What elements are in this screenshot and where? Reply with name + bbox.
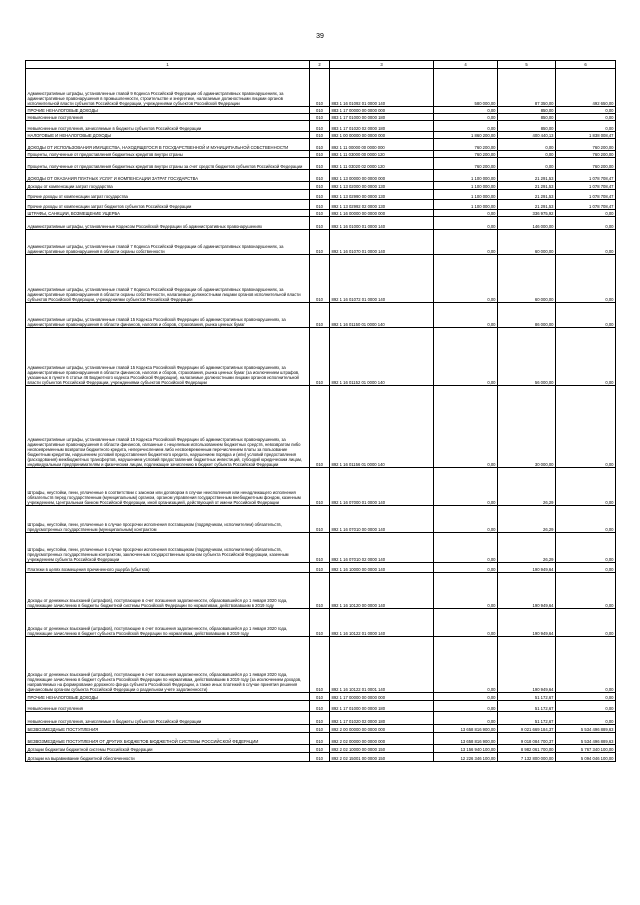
table-row <box>26 745 616 753</box>
row-code-cell: 010 <box>310 255 330 303</box>
row-name-cell: ПРОЧИЕ НЕНАЛОГОВЫЕ ДОХОДЫ <box>26 107 310 114</box>
row-rest-cell: 0,00 <box>556 328 616 386</box>
table-row <box>26 506 616 533</box>
row-rest-cell: 760 200,00 <box>556 139 616 151</box>
row-name-cell: Доходы от денежных взысканий (штрафов), поступающие в счет погашения задолженности, образовавшейся до 1 января 2020 года, подлежащие зачислению в бюджеты бюджетной системы Российской Федерации по нормативам, действовавшим в 2019 году <box>26 573 310 609</box>
row-kbk-cell: 892 1 16 10120 00 0000 140 <box>330 573 434 609</box>
row-exec-cell: 86 000,00 <box>498 303 556 328</box>
row-code-cell: 010 <box>310 230 330 255</box>
row-exec-cell: 51 172,67 <box>498 693 556 701</box>
row-name-cell: НАЛОГОВЫЕ И НЕНАЛОГОВЫЕ ДОХОДЫ <box>26 132 310 139</box>
row-plan-cell: 0,00 <box>434 121 498 132</box>
row-exec-cell: 60 000,00 <box>498 255 556 303</box>
row-exec-cell: 850,00 <box>498 121 556 132</box>
row-rest-cell: 0,00 <box>556 303 616 328</box>
table-row <box>26 69 616 107</box>
row-rest-cell: 5 094 046 100,00 <box>556 753 616 762</box>
row-code-cell: 010 <box>310 121 330 132</box>
table-row <box>26 230 616 255</box>
row-rest-cell: 0,00 <box>556 573 616 609</box>
row-exec-cell: 146 000,00 <box>498 217 556 230</box>
row-exec-cell: 21 291,53 <box>498 182 556 190</box>
row-name-cell: Прочие доходы от компенсации затрат бюджетов субъектов Российской Федерации <box>26 200 310 210</box>
row-code-cell: 010 <box>310 190 330 200</box>
row-code-cell: 010 <box>310 725 330 733</box>
table-row <box>26 121 616 132</box>
row-plan-cell: 0,00 <box>434 712 498 725</box>
row-plan-cell: 0,00 <box>434 114 498 121</box>
row-name-cell: Доходы от денежных взысканий (штрафов), поступающие в счет погашения задолженности, образовавшейся до 1 января 2020 года, подлежащие зачислению в бюджет субъекта Российской Федерации по нормативам, действовавшим в 2019 году <box>26 609 310 637</box>
row-name-cell: Штрафы, неустойки, пени, уплаченные в случае просрочки исполнения поставщиком (подрядчиком, исполнителем) обязательств, предусмотренных государственным (муниципальным) контрактом <box>26 506 310 533</box>
table-row <box>26 132 616 139</box>
table-row <box>26 158 616 170</box>
row-plan-cell: 0,00 <box>434 693 498 701</box>
row-rest-cell: 0,00 <box>556 712 616 725</box>
row-rest-cell: 0,00 <box>556 217 616 230</box>
row-plan-cell: 0,00 <box>434 210 498 217</box>
row-rest-cell: 0,00 <box>556 506 616 533</box>
row-rest-cell: 5 534 496 889,63 <box>556 725 616 733</box>
table-row <box>26 701 616 712</box>
row-plan-cell: 0,00 <box>434 506 498 533</box>
row-code-cell: 010 <box>310 533 330 563</box>
page-number: 39 <box>316 33 324 40</box>
row-code-cell: 010 <box>310 573 330 609</box>
row-code-cell: 010 <box>310 303 330 328</box>
row-exec-cell: 51 172,67 <box>498 712 556 725</box>
row-plan-cell: 0,00 <box>434 563 498 573</box>
table-row <box>26 170 616 182</box>
row-plan-cell: 1 100 000,00 <box>434 170 498 182</box>
row-name-cell: Невыясненные поступления <box>26 114 310 121</box>
row-kbk-cell: 892 1 16 07010 00 0000 140 <box>330 506 434 533</box>
table-row <box>26 303 616 328</box>
row-exec-cell: 7 132 800 000,00 <box>498 753 556 762</box>
row-kbk-cell: 892 1 13 00000 00 0000 000 <box>330 170 434 182</box>
row-plan-cell: 580 000,00 <box>434 69 498 107</box>
row-kbk-cell: 892 1 16 01156 01 0000 140 <box>330 386 434 468</box>
row-name-cell: Административные штрафы, установленные Кодексом Российской Федерации об административных правонарушениях <box>26 217 310 230</box>
table-row <box>26 609 616 637</box>
header-row <box>26 61 616 69</box>
row-name-cell: Прочие доходы от компенсации затрат государства <box>26 190 310 200</box>
row-kbk-cell: 892 1 16 01070 01 0000 140 <box>330 230 434 255</box>
row-rest-cell: 1 078 708,47 <box>556 190 616 200</box>
row-exec-cell: 26,29 <box>498 468 556 506</box>
row-exec-cell: 190 949,64 <box>498 609 556 637</box>
header-col-1: 1 <box>26 61 310 69</box>
row-name-cell: ДОХОДЫ ОТ ОКАЗАНИЯ ПЛАТНЫХ УСЛУГ И КОМПЕНСАЦИИ ЗАТРАТ ГОСУДАРСТВА <box>26 170 310 182</box>
row-name-cell: Доходы от компенсации затрат государства <box>26 182 310 190</box>
table-row <box>26 200 616 210</box>
row-code-cell: 010 <box>310 609 330 637</box>
row-kbk-cell: 892 1 13 02990 00 0000 130 <box>330 190 434 200</box>
report-body <box>26 69 616 762</box>
row-code-cell: 010 <box>310 386 330 468</box>
row-code-cell: 010 <box>310 506 330 533</box>
header-col-4: 4 <box>434 61 498 69</box>
row-plan-cell: 0,00 <box>434 230 498 255</box>
row-code-cell: 010 <box>310 468 330 506</box>
row-name-cell: БЕЗВОЗМЕЗДНЫЕ ПОСТУПЛЕНИЯ ОТ ДРУГИХ БЮДЖЕТОВ БЮДЖЕТНОЙ СИСТЕМЫ РОССИЙСКОЙ ФЕДЕРАЦИИ <box>26 733 310 745</box>
row-exec-cell: 190 949,64 <box>498 563 556 573</box>
row-exec-cell: 0,00 <box>498 151 556 158</box>
row-code-cell: 010 <box>310 151 330 158</box>
row-code-cell: 010 <box>310 158 330 170</box>
row-kbk-cell: 883 1 17 01020 02 0000 180 <box>330 121 434 132</box>
table-row <box>26 573 616 609</box>
row-name-cell: Дотации на выравнивание бюджетной обеспеченности <box>26 753 310 762</box>
header-col-3: 3 <box>330 61 434 69</box>
row-plan-cell: 0,00 <box>434 609 498 637</box>
row-code-cell: 010 <box>310 637 330 693</box>
table-row <box>26 210 616 217</box>
row-rest-cell: 0,00 <box>556 255 616 303</box>
table-row <box>26 533 616 563</box>
row-name-cell: Платежи в целях возмещения причиненного ущерба (убытков) <box>26 563 310 573</box>
row-plan-cell: 0,00 <box>434 701 498 712</box>
row-kbk-cell: 892 1 17 01000 00 0000 180 <box>330 701 434 712</box>
row-kbk-cell: 892 1 16 01072 01 0000 140 <box>330 255 434 303</box>
row-exec-cell: 26,29 <box>498 506 556 533</box>
row-name-cell: Невыясненные поступления, зачисляемые в бюджеты субъектов Российской Федерации <box>26 712 310 725</box>
table-row <box>26 693 616 701</box>
row-plan-cell: 1 100 000,00 <box>434 190 498 200</box>
row-code-cell: 010 <box>310 753 330 762</box>
row-exec-cell: 9 018 084 700,37 <box>498 733 556 745</box>
row-kbk-cell: 892 1 11 03020 02 0000 120 <box>330 158 434 170</box>
row-exec-cell: 56 000,00 <box>498 328 556 386</box>
header-col-5: 5 <box>498 61 556 69</box>
row-rest-cell: 0,00 <box>556 533 616 563</box>
row-rest-cell: 760 200,00 <box>556 151 616 158</box>
row-kbk-cell: 883 1 16 01092 01 0000 140 <box>330 69 434 107</box>
table-row <box>26 255 616 303</box>
row-exec-cell: 9 021 669 184,37 <box>498 725 556 733</box>
row-plan-cell: 1 860 200,00 <box>434 132 498 139</box>
row-name-cell: БЕЗВОЗМЕЗДНЫЕ ПОСТУПЛЕНИЯ <box>26 725 310 733</box>
row-code-cell: 010 <box>310 693 330 701</box>
row-exec-cell: 8 982 061 700,00 <box>498 745 556 753</box>
row-name-cell: ШТРАФЫ, САНКЦИИ, ВОЗМЕЩЕНИЕ УЩЕРБА <box>26 210 310 217</box>
row-code-cell: 010 <box>310 745 330 753</box>
table-row <box>26 563 616 573</box>
row-rest-cell: 5 534 496 889,63 <box>556 733 616 745</box>
table-row <box>26 139 616 151</box>
row-code-cell: 010 <box>310 328 330 386</box>
row-kbk-cell: 892 1 16 10122 01 0000 140 <box>330 609 434 637</box>
row-kbk-cell: 892 1 00 00000 00 0000 000 <box>330 132 434 139</box>
revenue-report-table <box>25 60 616 762</box>
row-name-cell: Штрафы, неустойки, пени, уплаченные в соответствии с законом или договором в случае неисполнения или ненадлежащего исполнения обязательств перед государственным (муниципальным) органом, органом управления государственным внебюджетным фондом, казенным учреждением, Центральным банком Российской Федерации, иной организацией, действующей от имени Российской Федерации <box>26 468 310 506</box>
row-name-cell: Административные штрафы, установленные главой 15 Кодекса Российской Федерации об административных правонарушениях, за административные правонарушения в области финансов, налогов и сборов, страхования, рынка ценных бумаг (за исключением штрафов, указанных в пункте 6 статьи 46 Бюджетного кодекса Российской Федерации), налагаемые должностными лицами органов исполнительной власти субъектов Российской Федерации, учреждениями субъектов Российской Федерации <box>26 328 310 386</box>
row-name-cell: Невыясненные поступления <box>26 701 310 712</box>
row-code-cell: 010 <box>310 733 330 745</box>
row-plan-cell: 0,00 <box>434 217 498 230</box>
table-row <box>26 182 616 190</box>
table-row <box>26 107 616 114</box>
table-row <box>26 637 616 693</box>
row-kbk-cell: 883 1 17 01000 00 0000 180 <box>330 114 434 121</box>
row-exec-cell: 0,00 <box>498 158 556 170</box>
row-exec-cell: 850,00 <box>498 114 556 121</box>
row-name-cell: Проценты, полученные от предоставления бюджетных кредитов внутри страны за счет средств бюджетов субъектов Российской Федерации <box>26 158 310 170</box>
row-kbk-cell: 892 2 00 00000 00 0000 000 <box>330 725 434 733</box>
row-code-cell: 010 <box>310 712 330 725</box>
row-rest-cell: 0,00 <box>556 386 616 468</box>
row-exec-cell: 400 440,13 <box>498 132 556 139</box>
row-plan-cell: 13 156 940 100,00 <box>434 745 498 753</box>
table-row <box>26 753 616 762</box>
row-name-cell: Доходы от денежных взысканий (штрафов), поступающие в счет погашения задолженности, образовавшейся до 1 января 2020 года, подлежащие зачислению в бюджет субъекта Российской Федерации по нормативам, действовавшим в 2019 году (за исключением доходов, направляемых на формирование дорожного фонда субъекта Российской Федерации, а также иных платежей в случае принятия решения финансовым органом субъекта Российской Федерации о раздельном учете задолженности) <box>26 637 310 693</box>
row-kbk-cell: 892 1 13 02000 00 0000 130 <box>330 182 434 190</box>
table-row <box>26 328 616 386</box>
row-code-cell: 010 <box>310 210 330 217</box>
row-plan-cell: 0,00 <box>434 637 498 693</box>
row-exec-cell: 850,00 <box>498 107 556 114</box>
row-name-cell: Административные штрафы, установленные главой 9 Кодекса Российской Федерации об административных правонарушениях, за административные правонарушения в промышленности, строительстве и энергетике, налагаемые должностными лицами органов исполнительной власти субъектов Российской Федерации, учреждениями субъектов Российской Федерации <box>26 69 310 107</box>
row-rest-cell: 5 767 340 100,00 <box>556 745 616 753</box>
row-plan-cell: 0,00 <box>434 386 498 468</box>
table-row <box>26 733 616 745</box>
row-kbk-cell: 892 1 17 00000 00 0000 000 <box>330 693 434 701</box>
header-col-6: 6 <box>556 61 616 69</box>
row-name-cell: ДОХОДЫ ОТ ИСПОЛЬЗОВАНИЯ ИМУЩЕСТВА, НАХОДЯЩЕГОСЯ В ГОСУДАРСТВЕННОЙ И МУНИЦИПАЛЬНОЙ СОБСТВЕННОСТИ <box>26 139 310 151</box>
row-plan-cell: 0,00 <box>434 107 498 114</box>
row-code-cell: 010 <box>310 69 330 107</box>
row-exec-cell: 0,00 <box>498 139 556 151</box>
row-rest-cell: 0,00 <box>556 609 616 637</box>
row-rest-cell: 0,00 <box>556 701 616 712</box>
row-plan-cell: 760 200,00 <box>434 158 498 170</box>
row-rest-cell: 0,00 <box>556 210 616 217</box>
row-code-cell: 010 <box>310 170 330 182</box>
table-row <box>26 386 616 468</box>
row-name-cell: Административные штрафы, установленные главой 15 Кодекса Российской Федерации об административных правонарушениях, за административные правонарушения в области финансов, связанные с нецелевым использованием бюджетных средств, невозвратом либо несвоевременным возвратом бюджетного кредита, неперечислением либо несвоевременным перечислением платы за пользование бюджетным кредитом, нарушением условий предоставления бюджетного кредита, нарушением порядка и (или) условий предоставления (расходования) межбюджетных трансфертов, нарушением условий предоставления бюджетных инвестиций, субсидий юридическим лицам, индивидуальным предпринимателям и физическим лицам, подлежащие зачислению в бюджет субъекта Российской Федерации <box>26 386 310 468</box>
row-plan-cell: 760 200,00 <box>434 139 498 151</box>
table-row <box>26 468 616 506</box>
row-exec-cell: 21 291,53 <box>498 170 556 182</box>
row-code-cell: 010 <box>310 107 330 114</box>
row-kbk-cell: 892 1 16 10122 01 0001 140 <box>330 637 434 693</box>
row-rest-cell: 0,00 <box>556 121 616 132</box>
row-kbk-cell: 883 1 17 00000 00 0000 000 <box>330 107 434 114</box>
row-exec-cell: 51 172,67 <box>498 701 556 712</box>
row-exec-cell: 60 000,00 <box>498 230 556 255</box>
row-code-cell: 010 <box>310 217 330 230</box>
row-code-cell: 010 <box>310 139 330 151</box>
row-plan-cell: 0,00 <box>434 255 498 303</box>
row-code-cell: 010 <box>310 200 330 210</box>
row-kbk-cell: 892 2 02 15001 00 0000 150 <box>330 753 434 762</box>
row-kbk-cell: 892 1 16 01152 01 0000 140 <box>330 328 434 386</box>
row-rest-cell: 1 078 708,47 <box>556 182 616 190</box>
row-name-cell: Штрафы, неустойки, пени, уплаченные в случае просрочки исполнения поставщиком (подрядчиком, исполнителем) обязательств, предусмотренных государственным контрактом, заключенным государственным органом субъекта Российской Федерации, казенным учреждением субъекта Российской Федерации <box>26 533 310 563</box>
row-rest-cell: 0,00 <box>556 637 616 693</box>
row-rest-cell: 0,00 <box>556 107 616 114</box>
row-code-cell: 010 <box>310 701 330 712</box>
table-row <box>26 114 616 121</box>
row-exec-cell: 336 975,92 <box>498 210 556 217</box>
row-plan-cell: 760 200,00 <box>434 151 498 158</box>
row-rest-cell: 1 078 708,47 <box>556 200 616 210</box>
row-plan-cell: 0,00 <box>434 573 498 609</box>
header-col-2: 2 <box>310 61 330 69</box>
row-plan-cell: 13 658 816 900,00 <box>434 733 498 745</box>
row-code-cell: 010 <box>310 182 330 190</box>
row-plan-cell: 1 100 000,00 <box>434 182 498 190</box>
table-row <box>26 712 616 725</box>
row-name-cell: Административные штрафы, установленные главой 15 Кодекса Российской Федерации об административных правонарушениях, за административные правонарушения в области финансов, налогов и сборов, страхования, рынка ценных бумаг <box>26 303 310 328</box>
row-rest-cell: 0,00 <box>556 114 616 121</box>
row-kbk-cell: 892 1 16 01000 01 0000 140 <box>330 217 434 230</box>
row-kbk-cell: 892 1 17 01020 02 0000 180 <box>330 712 434 725</box>
row-kbk-cell: 892 1 16 01150 01 0000 140 <box>330 303 434 328</box>
row-kbk-cell: 892 1 16 07000 01 0000 140 <box>330 468 434 506</box>
row-name-cell: Невыясненные поступления, зачисляемые в бюджеты субъектов Российской Федерации <box>26 121 310 132</box>
row-kbk-cell: 892 1 13 02992 02 0000 130 <box>330 200 434 210</box>
row-code-cell: 010 <box>310 563 330 573</box>
row-name-cell: Административные штрафы, установленные главой 7 Кодекса Российской Федерации об административных правонарушениях, за административные правонарушения в области охраны собственности <box>26 230 310 255</box>
table-row <box>26 725 616 733</box>
row-name-cell: Проценты, полученные от предоставления бюджетных кредитов внутри страны <box>26 151 310 158</box>
row-plan-cell: 0,00 <box>434 468 498 506</box>
row-kbk-cell: 892 1 16 10000 00 0000 140 <box>330 563 434 573</box>
row-code-cell: 010 <box>310 114 330 121</box>
row-plan-cell: 12 226 346 100,00 <box>434 753 498 762</box>
row-rest-cell: 0,00 <box>556 468 616 506</box>
row-exec-cell: 21 291,53 <box>498 200 556 210</box>
row-exec-cell: 190 949,64 <box>498 637 556 693</box>
row-kbk-cell: 892 1 16 07010 02 0000 140 <box>330 533 434 563</box>
row-rest-cell: 0,00 <box>556 230 616 255</box>
row-kbk-cell: 892 1 11 00000 00 0000 000 <box>330 139 434 151</box>
row-name-cell: Дотации бюджетам бюджетной системы Российской Федерации <box>26 745 310 753</box>
row-rest-cell: 1 078 708,47 <box>556 170 616 182</box>
row-rest-cell: 492 650,00 <box>556 69 616 107</box>
row-rest-cell: 1 838 008,47 <box>556 132 616 139</box>
row-plan-cell: 13 658 816 900,00 <box>434 725 498 733</box>
row-rest-cell: 0,00 <box>556 563 616 573</box>
row-exec-cell: 21 291,53 <box>498 190 556 200</box>
row-exec-cell: 190 949,64 <box>498 573 556 609</box>
row-exec-cell: 87 350,00 <box>498 69 556 107</box>
row-kbk-cell: 892 2 02 00000 00 0000 000 <box>330 733 434 745</box>
row-code-cell: 010 <box>310 132 330 139</box>
row-kbk-cell: 892 2 02 10000 00 0000 150 <box>330 745 434 753</box>
row-plan-cell: 0,00 <box>434 328 498 386</box>
row-rest-cell: 0,00 <box>556 693 616 701</box>
row-exec-cell: 30 000,00 <box>498 386 556 468</box>
row-kbk-cell: 892 1 11 03000 00 0000 120 <box>330 151 434 158</box>
table-row <box>26 151 616 158</box>
row-plan-cell: 0,00 <box>434 303 498 328</box>
table-row <box>26 190 616 200</box>
row-plan-cell: 1 100 000,00 <box>434 200 498 210</box>
row-name-cell: ПРОЧИЕ НЕНАЛОГОВЫЕ ДОХОДЫ <box>26 693 310 701</box>
row-name-cell: Административные штрафы, установленные главой 7 Кодекса Российской Федерации об административных правонарушениях, за административные правонарушения в области охраны собственности, налагаемые должностными лицами органов исполнительной власти субъектов Российской Федерации, учреждениями субъектов Российской Федерации <box>26 255 310 303</box>
row-plan-cell: 0,00 <box>434 533 498 563</box>
row-rest-cell: 760 200,00 <box>556 158 616 170</box>
row-kbk-cell: 892 1 16 00000 00 0000 000 <box>330 210 434 217</box>
row-exec-cell: 26,29 <box>498 533 556 563</box>
table-row <box>26 217 616 230</box>
